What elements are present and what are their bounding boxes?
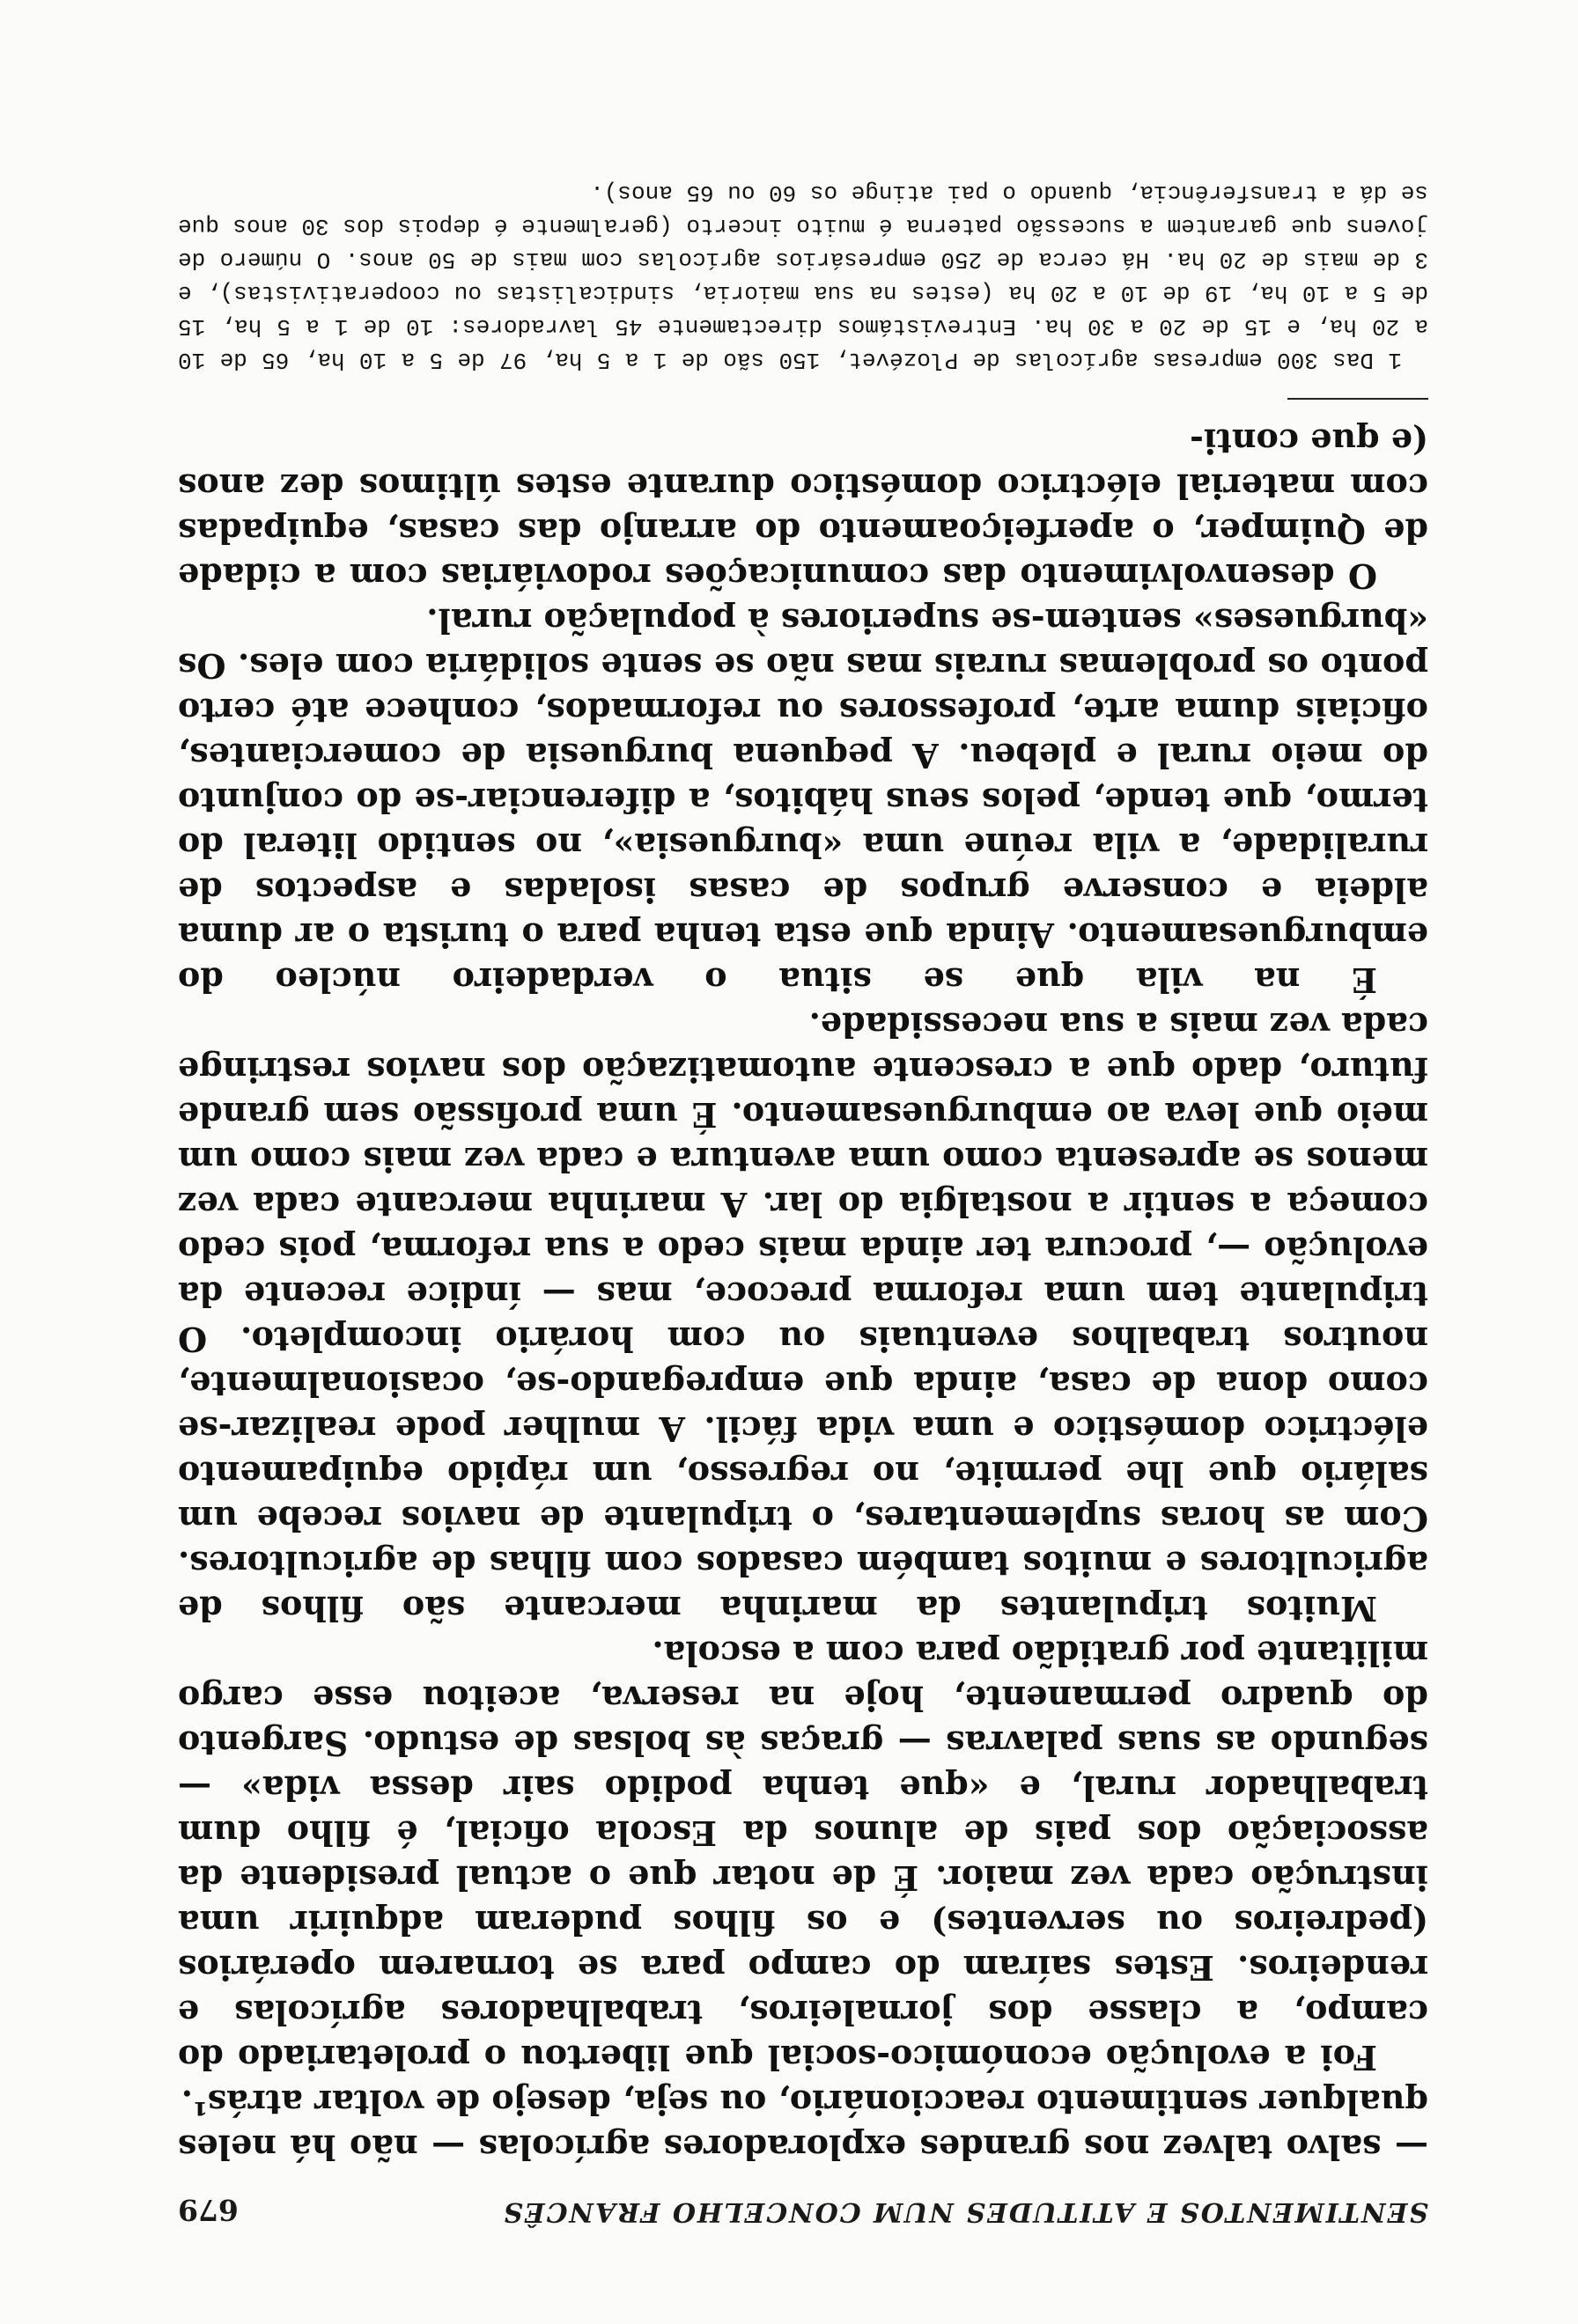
paragraph: O desenvolvimento das comunicações rodoviárias com a cidade de Quimper, o aperfeiçoamento do arranjo das casas, equipadas com material eléctrico doméstico durante estes últimos dez anos (e que conti- bbox=[178, 422, 1428, 596]
body-text bbox=[178, 419, 1428, 2170]
paragraph: Muitos tripulantes da marinha mercante são filhos de agricultores e muitos também casados com filhas de agricultores. Com as horas suplementares, o tripulante de navios recebe um salário que lhe permite, no regresso, um rápido equipamento eléctrico doméstico e uma vida fácil. A mulher pode realizar-se como dona de casa, ainda que empregando-se, ocasionalmente, noutros trabalhos eventuais ou com horário incompleto. O tripulante tem uma reforma precoce, mas — índice recente da evolução —, procura ter ainda mais cedo a sua reforma, pois cedo começa a sentir a nostalgia do lar. A marinha mercante cada vez menos se apresenta como uma aventura e cada vez mais como um meio que leva ao emburguesamento. É uma profissão sem grande futuro, dado que a crescente automatização dos navios restringe cada vez mais a sua necessidade. bbox=[178, 1005, 1428, 1629]
page-number: 679 bbox=[178, 2193, 239, 2227]
footnote: 1 Das 300 empresas agrícolas de Plozévet, 150 são de 1 a 5 ha, 97 de 5 a 10 ha, 65 de 10 a 20 ha, e 15 de 20 a 30 ha. Entrevistámos directamente 45 lavradores: 10 de 1 a 5 ha, 15 de 5 a 10 ha, 19 de 10 a 20 ha (estes na sua maioria, sindicalistas ou cooperativistas), e 3 de mais de 20 ha. Há cerca de 250 empresários agrícolas com mais de 50 anos. O número de jovens que garantem a sucessão paterna é muito incerto (geralmente é depois dos 30 anos que se dá a transferência, quando o pai atinge os 60 ou 65 anos). bbox=[178, 180, 1428, 373]
page-header bbox=[178, 2188, 1428, 2227]
running-title: SENTIMENTOS E ATITUDES NUM CONCELHO FRANCÊS bbox=[502, 2196, 1428, 2227]
footnote-divider bbox=[1287, 398, 1428, 400]
paragraph: Foi a evolução económico-social que libertou o proletariado do campo, a classe dos jornaleiros, trabalhadores agrícolas e rendeiros. Estes saíram do campo para se tornarem operários (pedreiros ou serventes) e os filhos puderam adquirir uma instrução cada vez maior. É de notar que o actual presidente da associação dos pais de alunos da Escola oficial, é filho dum trabalhador rural, e «que tenha podido sair dessa vida» — segundo as suas palavras — graças às bolsas de estudo. Sargento do quadro permanente, hoje na reserva, aceitou esse cargo militante por gratidão para com a escola. bbox=[178, 1634, 1428, 2078]
paragraph: É na vila que se situa o verdadeiro núcleo do emburguesamento. Ainda que esta tenha para o turista o ar duma aldeia e conserve grupos de casas isoladas e aspectos de ruralidade, a vila reúne uma «burguesia», no sentido literal do termo, que tende, pelos seus hábitos, a diferenciar-se do conjunto do meio rural e plebeu. A pequena burguesia de comerciantes, oficiais duma arte, professores ou reformados, conhece até certo ponto os problemas rurais mas não se sente solidária com eles. Os «burgueses» sentem-se superiores à população rural. bbox=[178, 601, 1428, 1000]
paragraph-continued: — salvo talvez nos grandes exploradores agrícolas — não há neles qualquer sentimento reaccionário, ou seja, desejo de voltar atrás¹. bbox=[178, 2083, 1428, 2167]
